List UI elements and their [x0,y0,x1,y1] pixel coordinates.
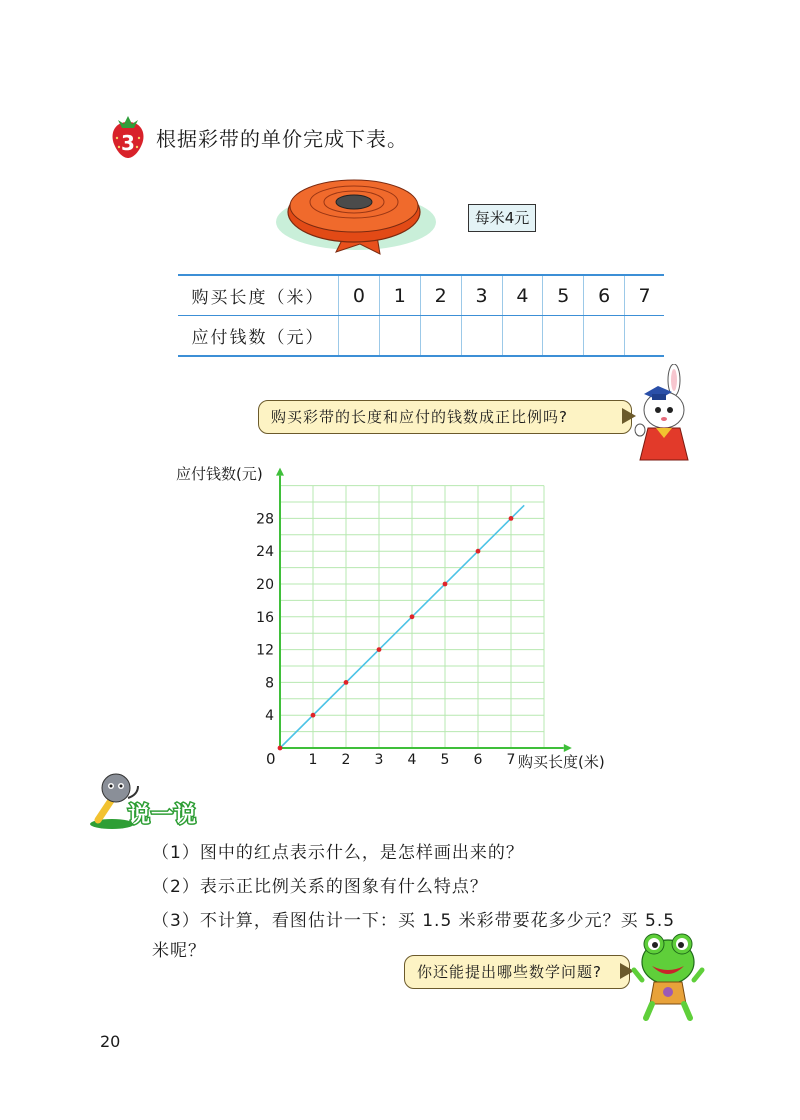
table-row-cost [178,316,664,357]
y-tick-label: 8 [265,675,274,692]
data-point [410,614,415,619]
y-tick-label: 16 [256,609,274,626]
data-point [443,582,448,587]
x-tick-label: 3 [374,752,384,768]
table-cell-length: 5 [543,275,584,316]
table-cell-length: 0 [339,275,380,316]
table-cell-blank[interactable] [339,316,380,357]
table-cell-blank[interactable] [584,316,625,357]
table-cell-blank[interactable] [461,316,502,357]
strawberry-icon [108,114,148,158]
problem-number: 3 [121,131,135,155]
ribbon-roll-icon [276,164,442,256]
chart-line [280,505,524,748]
question-1: （1）图中的红点表示什么，是怎样画出来的？ [152,843,524,863]
y-tick-label: 28 [256,511,274,528]
rabbit-icon [628,364,702,464]
chart-axes [276,468,572,752]
chart-y-label: 应付钱数(元) [176,465,263,483]
table-cell-length: 4 [502,275,543,316]
data-point [278,746,283,751]
data-point [509,516,514,521]
data-point [476,549,481,554]
speech-bubble-question-2: 你还能提出哪些数学问题? [404,955,630,989]
table-cell-blank[interactable] [379,316,420,357]
table-cell-length: 3 [461,275,502,316]
page-number: 20 [100,1032,121,1051]
y-axis-arrow [276,468,284,476]
question-2: （2）表示正比例关系的图象有什么特点？ [152,877,488,897]
question-3: （3）不计算，看图估计一下：买 1.5 米彩带要花多少元？买 5.5 米呢？ [152,911,676,961]
row-header-cost: 应付钱数（元） [178,316,339,357]
speech-bubble-question: 购买彩带的长度和应付的钱数成正比例吗? [258,400,632,434]
data-point [311,713,316,718]
price-label: 每米4元 [468,204,536,232]
x-axis-arrow [564,744,572,752]
price-table [178,274,664,357]
x-tick-label: 4 [407,752,417,768]
x-tick-label: 2 [341,752,351,768]
table-cell-blank[interactable] [420,316,461,357]
y-tick-label: 12 [256,642,274,659]
data-point [377,647,382,652]
y-tick-label: 20 [256,577,274,593]
table-cell-length: 7 [625,275,664,316]
chart-x-label: 购买长度(米) [518,753,605,771]
x-tick-label: 1 [308,752,318,768]
table-cell-length: 1 [379,275,420,316]
table-cell-blank[interactable] [543,316,584,357]
x-tick-label: 7 [506,752,516,768]
discussion-title: 说一说 [128,803,198,828]
chart-origin-label: 0 [266,750,276,768]
y-tick-label: 24 [256,544,274,561]
data-point [344,680,349,685]
table-cell-blank[interactable] [502,316,543,357]
frog-icon [630,926,706,1022]
row-header-length: 购买长度（米） [178,275,339,316]
x-tick-label: 5 [440,752,450,768]
table-cell-length: 2 [420,275,461,316]
y-tick-label: 4 [265,708,274,725]
table-cell-blank[interactable] [625,316,664,357]
table-row-length [178,275,664,316]
x-tick-label: 6 [473,752,483,768]
table-cell-length: 6 [584,275,625,316]
problem-title: 根据彩带的单价完成下表。 [156,127,408,151]
proportion-line [280,505,524,748]
chart [168,456,648,778]
